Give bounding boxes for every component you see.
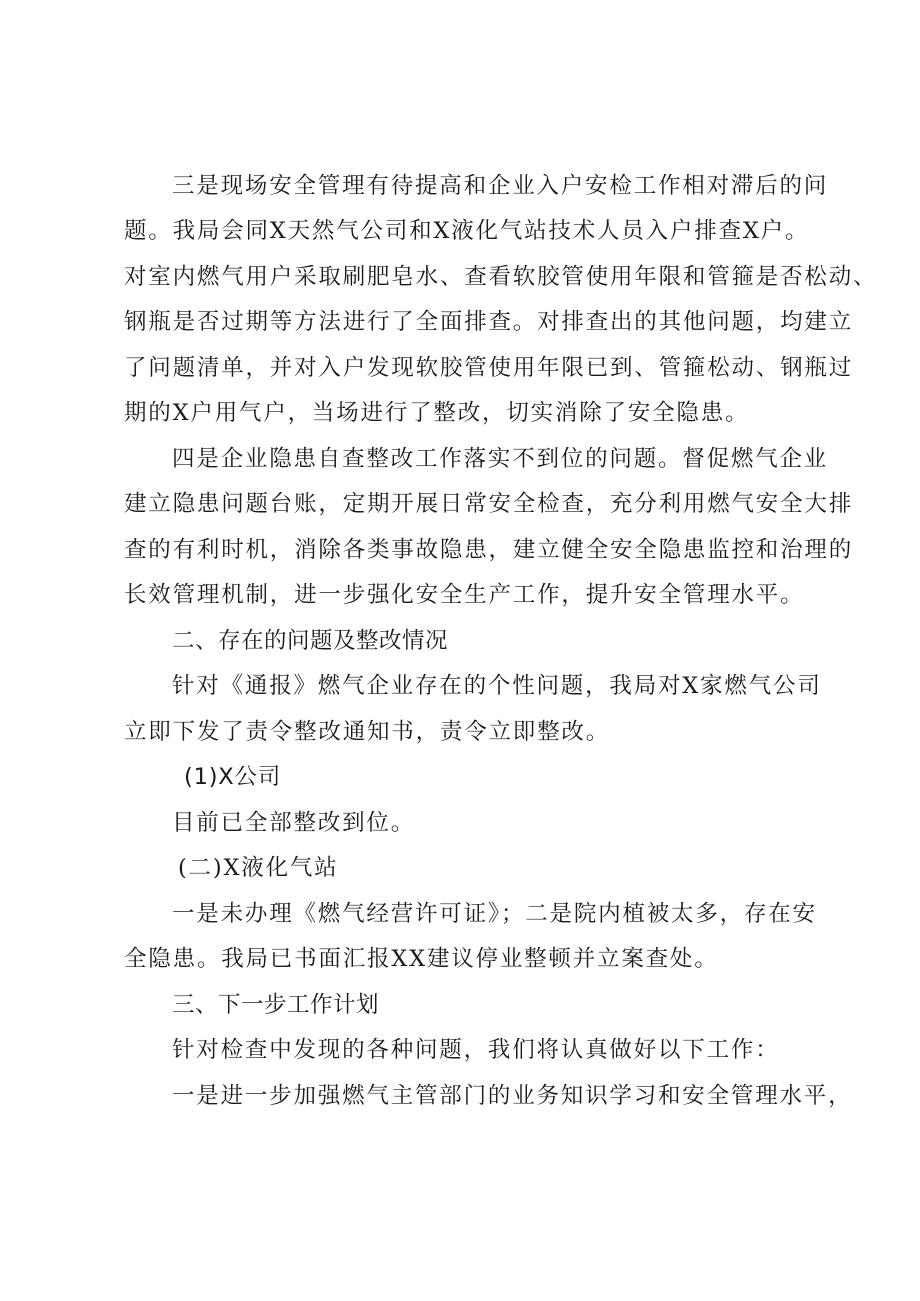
paragraph-line: 建立隐患问题台账，定期开展日常安全检查，充分利用燃气安全大排 [124, 491, 854, 517]
paragraph-line: 题。我局会同X天然气公司和X液化气站技术人员入户排查X户。 [124, 218, 810, 244]
paragraph-line: 查的有利时机，消除各类事故隐患，建立健全安全隐患监控和治理的 [124, 537, 854, 563]
paragraph-line: 对室内燃气用户采取刷肥皂水、查看软胶管使用年限和管箍是否松动、 [124, 264, 878, 290]
paragraph-line: 三是现场安全管理有待提高和企业入户安检工作相对滞后的问 [172, 173, 829, 199]
paragraph-line: 一是未办理《燃气经营许可证》；二是院内植被太多，存在安 [172, 901, 817, 927]
paragraph-line: 长效管理机制，进一步强化安全生产工作，提升安全管理水平。 [124, 582, 805, 608]
item-heading: (1)X公司 [184, 764, 282, 790]
paragraph-line: 了问题清单，并对入户发现软胶管使用年限已到、管箍松动、钢瓶过 [124, 355, 854, 381]
paragraph-line: 全隐患。我局已书面汇报XX建议停业整顿并立案查处。 [124, 946, 719, 972]
paragraph-line: 期的X户用气户，当场进行了整改，切实消除了安全隐患。 [124, 400, 750, 426]
paragraph-line: 钢瓶是否过期等方法进行了全面排查。对排查出的其他问题，均建立 [124, 309, 854, 335]
paragraph-line: 四是企业隐患自查整改工作落实不到位的问题。督促燃气企业 [172, 446, 829, 472]
paragraph-line: 针对检查中发现的各种问题，我们将认真做好以下工作： [172, 1037, 780, 1063]
item-heading: (二)X液化气站 [178, 855, 339, 881]
paragraph-line: 目前已全部整改到位。 [172, 810, 416, 836]
paragraph-line: 一是进一步加强燃气主管部门的业务知识学习和安全管理水平， [172, 1083, 853, 1109]
section-heading: 二、存在的问题及整改情况 [172, 628, 449, 654]
paragraph-line: 针对《通报》燃气企业存在的个性问题，我局对X家燃气公司 [172, 673, 822, 699]
paragraph-line: 立即下发了责令整改通知书，责令立即整改。 [124, 719, 611, 745]
section-heading: 三、下一步工作计划 [172, 992, 380, 1018]
